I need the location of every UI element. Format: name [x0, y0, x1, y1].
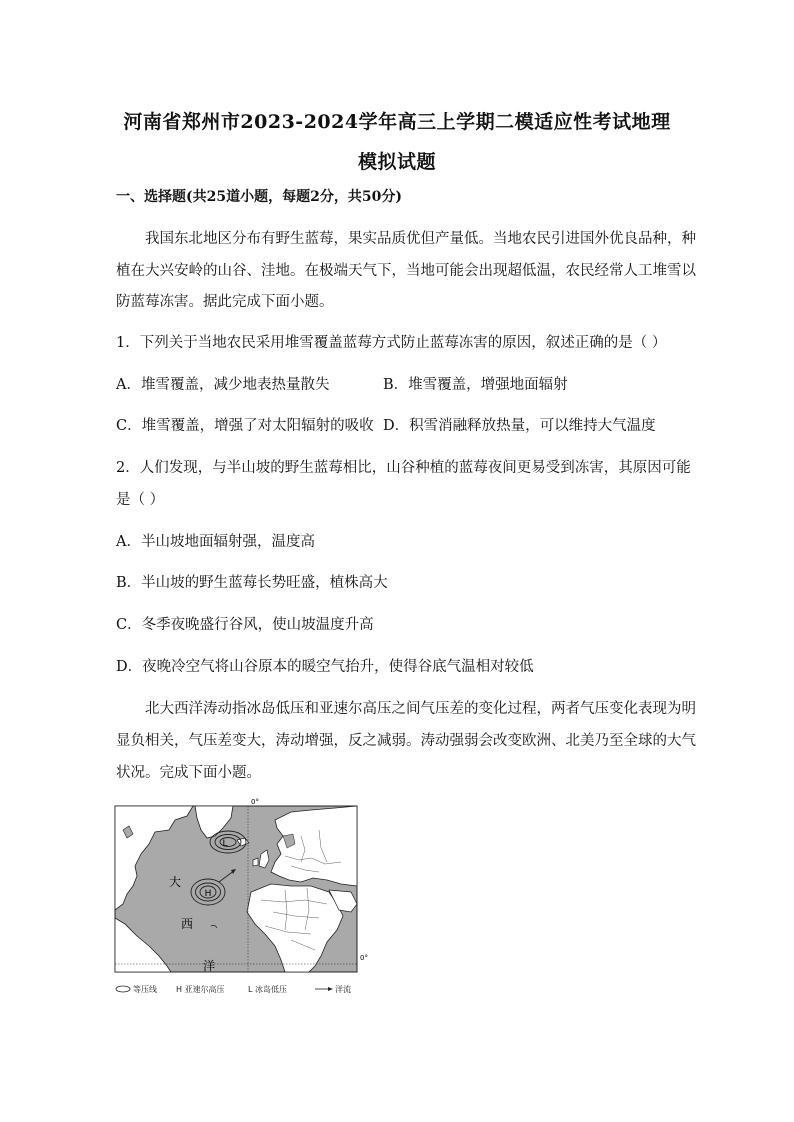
- legend-high: H 亚速尔高压: [176, 985, 225, 994]
- passage2-line-2: 显负相关，气压差变大，涛动增强，反之减弱。涛动强弱会改变欧洲、北美乃至全球的大气: [116, 733, 696, 749]
- high-label: H: [204, 889, 212, 899]
- passage1-line-3: 防蓝莓冻害。据此完成下面小题。: [116, 294, 334, 310]
- passage1-line-1: 我国东北地区分布有野生蓝莓，果实品质优但产量低。当地农民引进国外优良品种，种: [145, 231, 696, 247]
- ocean-char-3: 洋: [202, 959, 216, 973]
- isobar-legend-icon: [115, 985, 131, 993]
- q2-option-a: A．半山坡地面辐射强，温度高: [116, 534, 315, 550]
- legend-current: 洋流: [335, 985, 351, 994]
- q1-option-d: D．积雪消融释放热量，可以维持大气温度: [383, 418, 656, 434]
- ocean-char-1: 大: [168, 875, 182, 889]
- equator-label: 0°: [360, 954, 368, 962]
- passage2-line-3: 状况。完成下面小题。: [116, 765, 261, 781]
- q1-option-b: B．堆雪覆盖，增强地面辐射: [383, 377, 568, 393]
- q2-stem-line-1: 2．人们发现，与半山坡的野生蓝莓相比，山谷种植的蓝莓夜间更易受到冻害，其原因可能: [116, 460, 691, 476]
- section-heading: 一、选择题(共25道小题，每题2分，共50分): [116, 189, 402, 205]
- passage1-line-2: 植在大兴安岭的山谷、洼地。在极端天气下，当地可能会出现超低温，农民经常人工堆雪以: [116, 263, 696, 279]
- passage2-line-1: 北大西洋涛动指冰岛低压和亚速尔高压之间气压差的变化过程，两者气压变化表现为明: [145, 701, 696, 717]
- q1-stem: 1．下列关于当地农民采用堆雪覆盖蓝莓方式防止蓝莓冻害的原因，叙述正确的是（ ）: [116, 335, 667, 351]
- eurasia-land: [271, 806, 357, 886]
- q2-stem-line-2: 是（ ）: [116, 492, 165, 508]
- title-line-1: 河南省郑州市2023-2024学年高三上学期二模适应性考试地理: [123, 111, 671, 133]
- q2-option-c: C．冬季夜晚盛行谷风，使山坡温度升高: [116, 617, 374, 633]
- q1-option-a: A．堆雪覆盖，减少地表热量散失: [116, 377, 330, 393]
- meridian-label: 0°: [251, 798, 259, 806]
- legend-isobar: 等压线: [133, 985, 157, 994]
- q2-option-b: B．半山坡的野生蓝莓长势旺盛，植株高大: [116, 575, 388, 591]
- north-atlantic-map: [115, 798, 368, 980]
- low-label: L: [222, 839, 228, 849]
- legend-low: L 冰岛低压: [248, 985, 287, 994]
- map-svg: [115, 800, 375, 982]
- ocean-char-2: 西: [180, 917, 194, 931]
- q1-option-c: C．堆雪覆盖，增强了对太阳辐射的吸收: [116, 418, 374, 434]
- title-line-2: 模拟试题: [357, 151, 436, 173]
- q2-option-d: D．夜晚冷空气将山谷原本的暖空气抬升，使得谷底气温相对较低: [116, 659, 534, 675]
- current-legend-icon: [314, 986, 334, 992]
